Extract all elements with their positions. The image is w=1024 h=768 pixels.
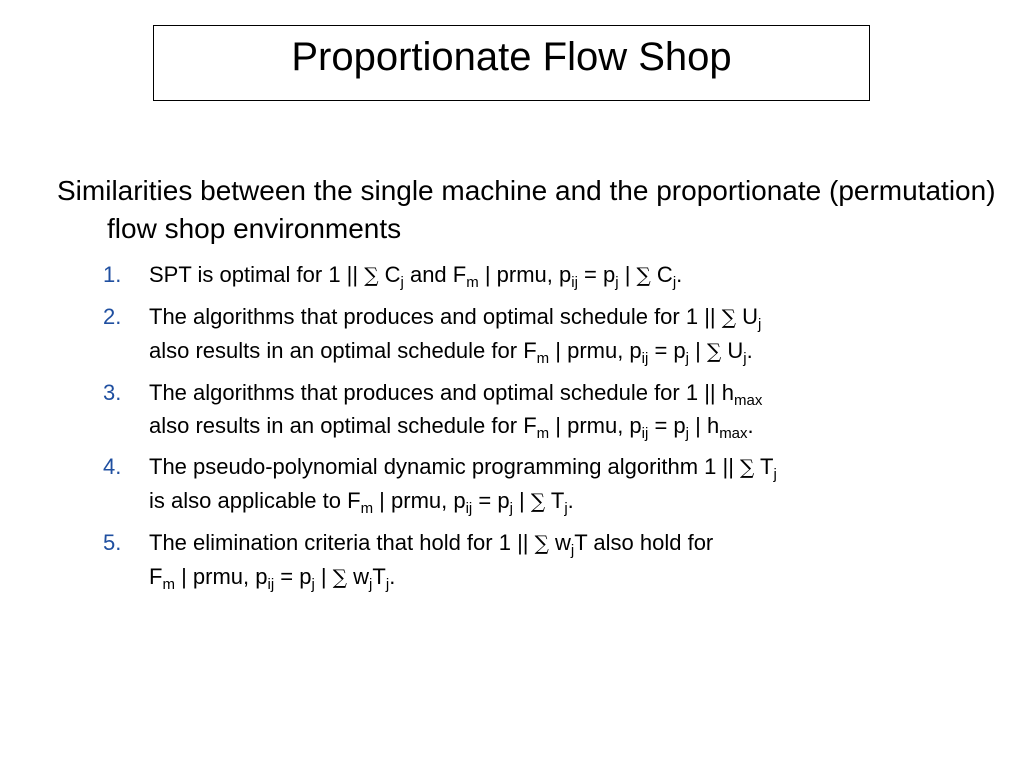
list-item [103,450,983,518]
list-item-text: SPT is optimal for 1 || ∑ $C_j$ and $F_m$ | prmu, $p_{ij} = p_j$ | ∑ $C_j$. [149,262,683,292]
list-number: 4. [103,454,122,479]
list-item [103,526,983,594]
list-item-text: The algorithms that produces and optimal schedule for 1 || $h_{max}$ also results in an optimal schedule for $F_m$ | prmu, $p_{ij} = p_j$ | $h_{max}$. [149,380,763,443]
slide-title: Proportionate Flow Shop [291,35,732,79]
list-item [103,300,983,368]
list-number: 1. [103,262,122,287]
list-number: 2. [103,304,122,329]
list-number: 3. [103,380,122,405]
numbered-list [103,258,983,602]
list-item-text: The elimination criteria that hold for 1 || ∑ $w_jT$ also hold for $F_m$ | prmu, $p_{ij} = p_j$ | ∑ $w_jT_j$. [149,530,714,594]
intro-text: Similarities between the single machine and the proportionate (permutation) flow shop environments [57,175,996,244]
list-number: 5. [103,530,122,555]
list-item [103,258,983,292]
list-item-text: The algorithms that produces and optimal schedule for 1 || ∑ $U_j$ also results in an optimal schedule for $F_m$ | prmu, $p_{ij} = p_j$ | ∑ $U_j$. [149,304,762,368]
title-box [153,25,870,101]
list-item-text: The pseudo-polynomial dynamic programming algorithm 1 || ∑ $T_j$ is also applicable to $F_m$ | prmu, $p_{ij} = p_j$ | ∑ $T_j$. [149,454,777,518]
list-item [103,376,983,442]
